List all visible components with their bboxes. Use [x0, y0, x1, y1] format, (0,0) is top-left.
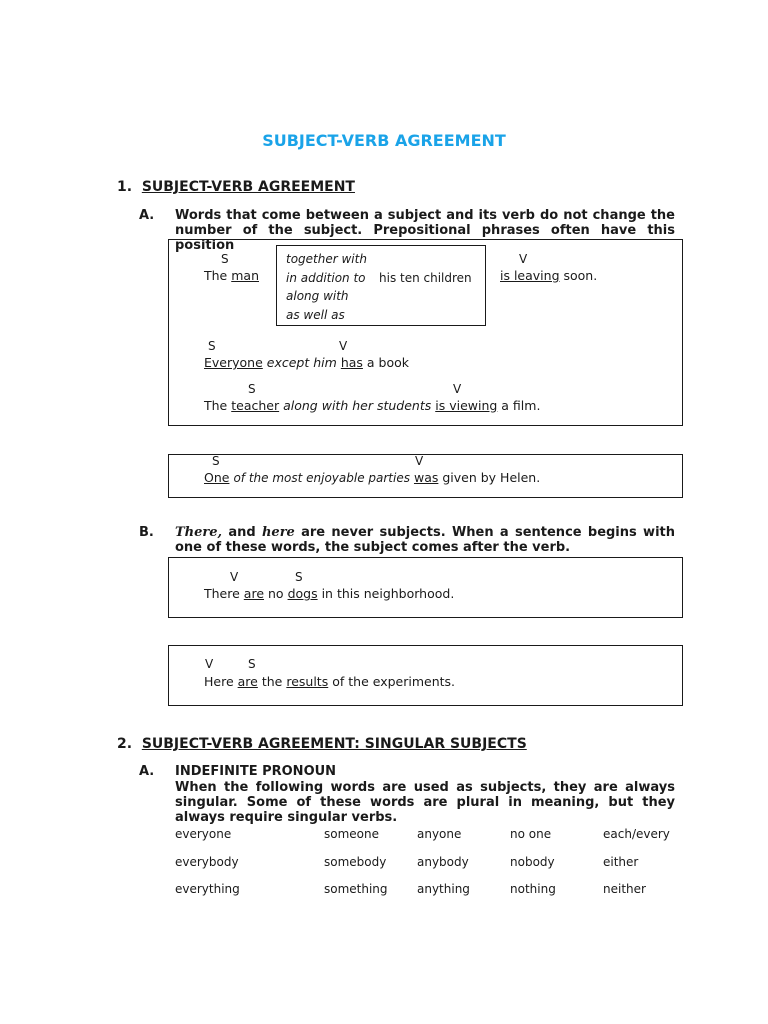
pronoun-somebody: somebody	[324, 855, 387, 869]
pronoun-nobody: nobody	[510, 855, 555, 869]
phrase-in-addition-to: in addition to	[286, 271, 366, 285]
word-the: the	[261, 674, 283, 689]
sentence-4-rest: given by Helen.	[442, 470, 541, 485]
section-1-a-text: Words that come between a subject and its verb do not change the number of the subject. Prepositional phrases often have this position	[175, 208, 675, 253]
verb-marker: V	[205, 657, 214, 671]
section-2-number: 2.	[117, 736, 133, 752]
verb-are: are	[237, 674, 258, 689]
sentence-3	[204, 398, 540, 413]
sentence-5-rest: in this neighborhood.	[321, 586, 455, 601]
word-no: no	[268, 586, 284, 601]
subject-marker: S	[248, 657, 256, 671]
subject-marker: S	[295, 570, 303, 584]
sentence-4	[204, 470, 540, 485]
subject-word-man: man	[231, 268, 259, 283]
pronoun-anything: anything	[417, 882, 470, 896]
section-1-b-text	[175, 525, 675, 555]
pronoun-everyone: everyone	[175, 827, 232, 841]
pronoun-either: either	[603, 855, 639, 869]
verb-marker: V	[339, 339, 348, 353]
section-1-title: SUBJECT-VERB AGREEMENT	[141, 179, 355, 195]
pronoun-anyone: anyone	[417, 827, 462, 841]
section-2-a-letter: A.	[139, 764, 155, 779]
word-there: There	[204, 586, 240, 601]
pronoun-everything: everything	[175, 882, 240, 896]
section-2-heading	[117, 736, 527, 752]
pronoun-each-every: each/every	[603, 827, 670, 841]
pronoun-neither: neither	[603, 882, 646, 896]
subject-marker: S	[221, 252, 229, 266]
section-1-number: 1.	[117, 179, 133, 195]
subject-word-teacher: teacher	[231, 398, 280, 413]
sentence-5	[204, 586, 454, 601]
phrase-except-him: except him	[266, 355, 337, 370]
section-1-b-rest: are never subjects. When a sentence begins with one of these words, the subject comes after the verb.	[175, 525, 675, 555]
pronoun-something: something	[324, 882, 388, 896]
word-here: here	[261, 525, 295, 540]
pronoun-someone: someone	[324, 827, 379, 841]
object-a-film: a film.	[501, 398, 541, 413]
section-2-a-heading: INDEFINITE PRONOUN	[175, 764, 337, 779]
verb-marker: V	[415, 454, 424, 468]
word-the: The	[204, 268, 228, 283]
verb-has: has	[340, 355, 363, 370]
subject-word-everyone: Everyone	[204, 355, 263, 370]
phrase-along-with-her-students: along with her students	[283, 398, 432, 413]
subject-word-results: results	[286, 674, 329, 689]
subject-word-dogs: dogs	[287, 586, 318, 601]
section-2-title: SUBJECT-VERB AGREEMENT: SINGULAR SUBJECTS	[141, 736, 527, 752]
word-there: There,	[175, 525, 223, 540]
phrase-together-with: together with	[286, 252, 367, 266]
section-1-b-letter: B.	[139, 525, 154, 540]
sentence-6-rest: of the experiments.	[332, 674, 456, 689]
sentence-1-subject	[204, 268, 259, 283]
subject-word-one: One	[204, 470, 230, 485]
subject-marker: S	[208, 339, 216, 353]
phrase-as-well-as: as well as	[286, 308, 345, 322]
pronoun-nothing: nothing	[510, 882, 556, 896]
word-soon: soon.	[563, 268, 598, 283]
phrase-along-with: along with	[286, 289, 349, 303]
section-2-a-text: When the following words are used as subjects, they are always singular. Some of these words are plural in meaning, but they always require singular verbs.	[175, 780, 675, 825]
sentence-1-verb	[500, 268, 597, 283]
section-1-a-letter: A.	[139, 208, 155, 223]
object-his-ten-children: his ten children	[379, 271, 472, 285]
verb-was: was	[413, 470, 439, 485]
verb-marker: V	[519, 252, 528, 266]
word-the: The	[204, 398, 228, 413]
object-a-book: a book	[366, 355, 410, 370]
sentence-2	[204, 355, 409, 370]
word-here: Here	[204, 674, 234, 689]
verb-marker: V	[230, 570, 239, 584]
verb-is-leaving: is leaving	[500, 268, 560, 283]
section-1-heading	[117, 179, 355, 195]
pronoun-anybody: anybody	[417, 855, 469, 869]
phrase-of-the-most-enjoyable-parties: of the most enjoyable parties	[233, 471, 410, 485]
pronoun-no-one: no one	[510, 827, 552, 841]
subject-marker: S	[212, 454, 220, 468]
verb-is-viewing: is viewing	[435, 398, 498, 413]
word-and: and	[228, 525, 256, 540]
verb-are: are	[243, 586, 265, 601]
verb-marker: V	[453, 382, 462, 396]
subject-marker: S	[248, 382, 256, 396]
page-title: SUBJECT-VERB AGREEMENT	[262, 131, 506, 150]
sentence-6	[204, 674, 455, 689]
pronoun-everybody: everybody	[175, 855, 239, 869]
